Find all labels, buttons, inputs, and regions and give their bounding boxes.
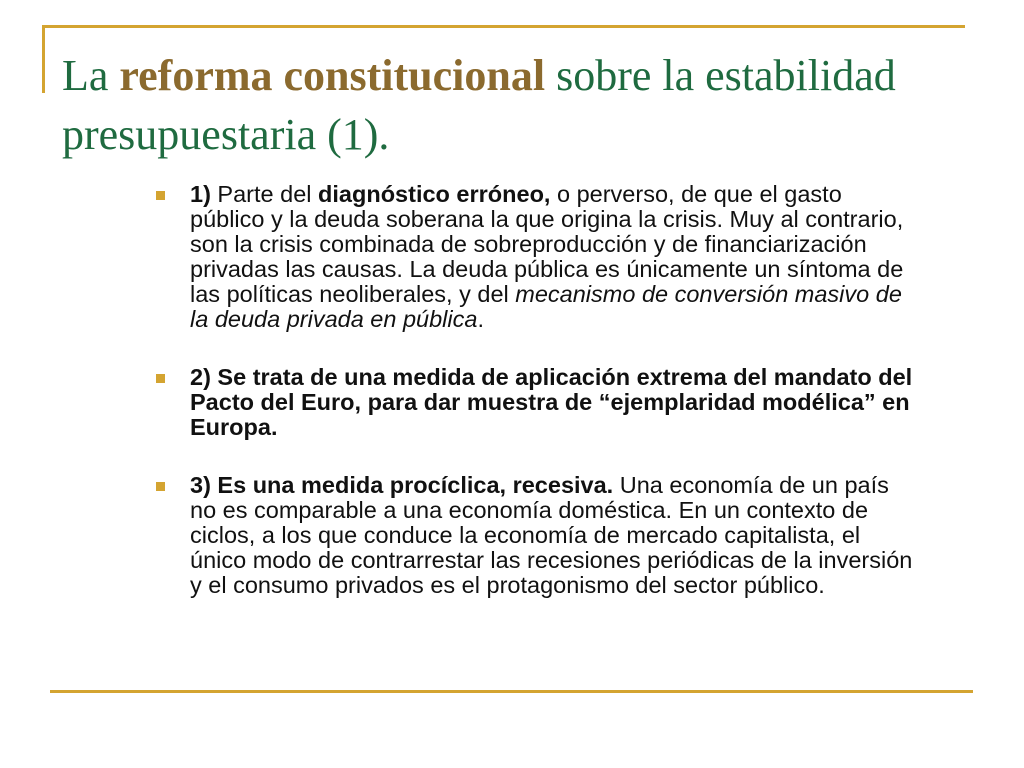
bullet-1-text-a: Parte del	[210, 181, 319, 207]
bullet-1-text-c: .	[477, 306, 484, 332]
bottom-rule	[50, 690, 973, 693]
bullet-1-lead: 1)	[190, 181, 211, 207]
bullet-item-1	[156, 182, 916, 332]
title-part-1: La	[62, 51, 120, 100]
bullet-1-text-b: o perverso, de que el gasto público y la deuda soberana la que origina la crisis. Muy al contrario, son la crisis combinada de sobreproducción y de financiarización privadas las causas. La deuda pública es únicamente un síntoma de las políticas neoliberales, y del	[190, 181, 904, 307]
top-rule	[42, 25, 965, 28]
title-part-3: sobre la estabilidad presupuestaria (1).	[62, 51, 896, 159]
bullet-item-2	[156, 365, 916, 440]
bullet-1-italic: mecanismo de conversión masivo de la deuda privada en pública	[190, 281, 902, 332]
bullet-list	[156, 182, 916, 598]
bullet-marker-icon	[156, 374, 165, 383]
slide-title	[62, 46, 962, 164]
bullet-3-lead: 3) Es una medida procíclica, recesiva.	[190, 472, 614, 498]
bullet-item-3	[156, 473, 916, 598]
left-rule	[42, 25, 45, 93]
bullet-1-bold: diagnóstico erróneo,	[318, 181, 551, 207]
bullet-2-text: 2) Se trata de una medida de aplicación extrema del mandato del Pacto del Euro, para dar muestra de “ejemplaridad modélica” en Europa.	[190, 364, 913, 440]
bullet-marker-icon	[156, 191, 165, 200]
bullet-marker-icon	[156, 482, 165, 491]
title-emphasis: reforma constitucional	[119, 51, 546, 100]
bullet-3-text: Una economía de un país no es comparable a una economía doméstica. En un contexto de ciclos, a los que conduce la economía de mercado capitalista, el único modo de contrarrestar las recesiones periódicas de la inversión y el consumo privados es el protagonismo del sector público.	[190, 472, 913, 598]
